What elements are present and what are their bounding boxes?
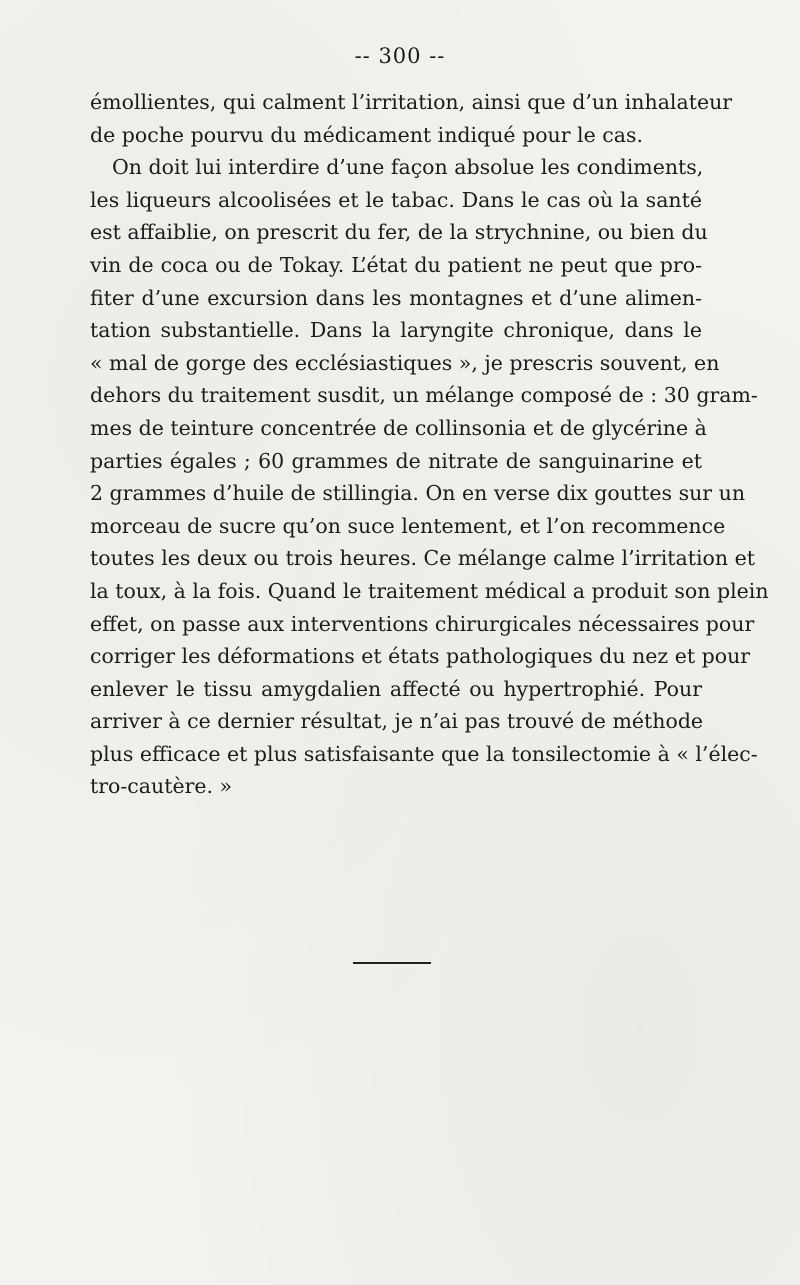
- text-line: de poche pourvu du médicament indiqué pour le cas.: [90, 122, 643, 147]
- text-line: plus efficace et plus satisfaisante que la tonsilectomie à « l’élec-: [90, 741, 758, 766]
- text-line: la toux, à la fois. Quand le traitement médical a produit son plein: [90, 578, 769, 603]
- text-line: arriver à ce dernier résultat, je n’ai pas trouvé de méthode: [90, 709, 704, 734]
- text-line: est affaiblie, on prescrit du fer, de la strychnine, ou bien du: [90, 220, 708, 245]
- text-line: effet, on passe aux interventions chirurgicales nécessaires pour: [90, 611, 755, 636]
- text-line: vin de coca ou de Tokay. L’état du patient ne peut que pro-: [90, 252, 702, 277]
- text-line: tro-cautère. »: [90, 774, 233, 799]
- text-line: les liqueurs alcoolisées et le tabac. Dans le cas où la santé: [90, 187, 702, 212]
- text-line: toutes les deux ou trois heures. Ce mélange calme l’irritation et: [90, 546, 755, 571]
- text-line: parties égales ; 60 grammes de nitrate de sanguinarine et: [90, 448, 702, 473]
- text-line: mes de teinture concentrée de collinsonia et de glycérine à: [90, 415, 707, 440]
- page-number: -- 300 --: [354, 44, 446, 68]
- text-line: On doit lui interdire d’une façon absolue les condiments,: [112, 155, 704, 180]
- text-line: « mal de gorge des ecclésiastiques », je prescris souvent, en: [90, 350, 720, 375]
- text-line: tation substantielle. Dans la laryngite chronique, dans le: [90, 318, 702, 343]
- text-line: corriger les déformations et états pathologiques du nez et pour: [90, 644, 751, 669]
- text-line: enlever le tissu amygdalien affecté ou hypertrophié. Pour: [90, 676, 702, 701]
- section-end-rule: [353, 962, 431, 964]
- text-line: dehors du traitement susdit, un mélange composé de : 30 gram-: [90, 383, 758, 408]
- text-line: émollientes, qui calment l’irritation, ainsi que d’un inhalateur: [90, 90, 733, 114]
- body-text: [90, 86, 769, 803]
- text-line: 2 grammes d’huile de stillingia. On en verse dix gouttes sur un: [90, 481, 746, 506]
- text-line: morceau de sucre qu’on suce lentement, et l’on recommence: [90, 513, 726, 538]
- text-line: fiter d’une excursion dans les montagnes et d’une alimen-: [90, 285, 702, 310]
